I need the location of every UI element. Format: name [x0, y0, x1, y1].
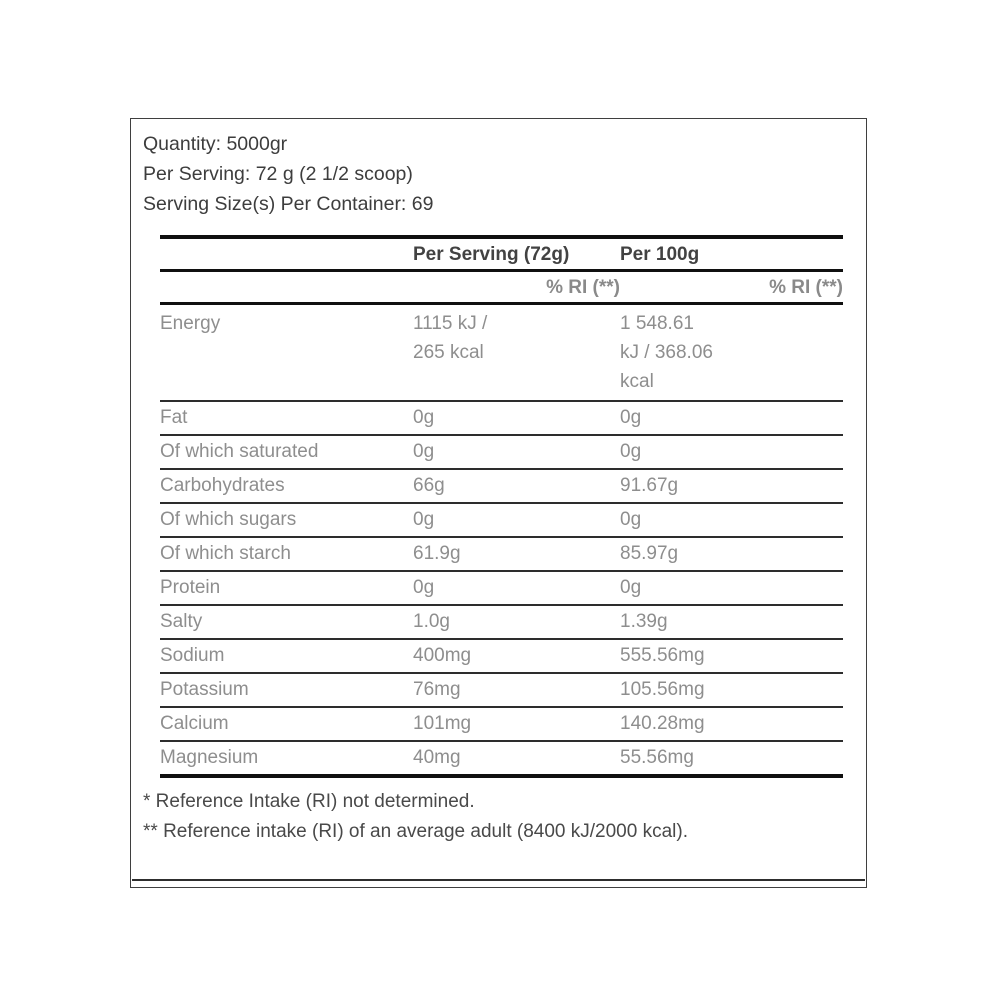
row-label: Magnesium [160, 747, 259, 768]
table-row-magnesium [160, 741, 843, 776]
row-per-100g-value: 55.56mg [620, 747, 694, 768]
footnote-ri-not-determined: * Reference Intake (RI) not determined. [143, 791, 475, 812]
table-row-calcium [160, 707, 843, 741]
row-label: Of which saturated [160, 441, 319, 462]
table-row-energy [160, 304, 843, 402]
row-label: Of which sugars [160, 509, 297, 530]
row-per-serving-value: 76mg [413, 679, 461, 700]
row-label: Energy [160, 313, 221, 334]
row-per-100g-value: 0g [620, 509, 642, 530]
nutrition-info-panel [130, 118, 867, 888]
row-label: Protein [160, 577, 221, 598]
row-per-serving-value: 40mg [413, 747, 461, 768]
bottom-divider [132, 879, 865, 881]
footnote-ri-average-adult: ** Reference intake (RI) of an average adult (8400 kJ/2000 kcal). [143, 821, 688, 842]
ri-empty-cell [620, 271, 714, 304]
row-label: Of which starch [160, 543, 291, 564]
row-per-serving-value: 0g [413, 509, 435, 530]
row-per-100g-value: 1.39g [620, 611, 668, 632]
row-per-100g-value: 0g [620, 407, 642, 428]
header-ri-per-100g: % RI (**) [714, 271, 843, 304]
row-per-100g-value: 0g [620, 577, 642, 598]
row-per-serving-value: 0g [413, 577, 435, 598]
row-per-100g-value: 140.28mg [620, 713, 705, 734]
row-label: Fat [160, 407, 188, 428]
row-label: Calcium [160, 713, 229, 734]
header-per-serving: Per Serving (72g) [413, 237, 620, 271]
row-label: Carbohydrates [160, 475, 285, 496]
row-label: Sodium [160, 645, 225, 666]
table-row-protein [160, 571, 843, 605]
row-per-serving-value: 400mg [413, 645, 472, 666]
row-per-100g-value: 1 548.61 kJ / 368.06 kcal [620, 313, 713, 392]
table-row-saturated [160, 435, 843, 469]
ri-empty-cell [413, 271, 508, 304]
row-per-100g-value: 85.97g [620, 543, 679, 564]
row-per-serving-value: 66g [413, 475, 445, 496]
nutrition-table [160, 235, 843, 778]
row-per-100g-value: 555.56mg [620, 645, 705, 666]
table-row-starch [160, 537, 843, 571]
per-serving-text: Per Serving: 72 g (2 1/2 scoop) [143, 163, 413, 185]
table-row-fat [160, 401, 843, 435]
servings-per-container-text: Serving Size(s) Per Container: 69 [143, 193, 434, 215]
table-row-carbohydrates [160, 469, 843, 503]
row-per-serving-value: 1115 kJ / 265 kcal [413, 313, 488, 363]
row-per-serving-value: 101mg [413, 713, 472, 734]
table-ri-header-row [160, 271, 843, 304]
header-ri-per-serving: % RI (**) [508, 271, 620, 304]
row-per-serving-value: 61.9g [413, 543, 461, 564]
footnotes-block [143, 787, 854, 847]
row-per-100g-value: 91.67g [620, 475, 679, 496]
row-per-serving-value: 0g [413, 407, 435, 428]
table-header-row [160, 237, 843, 271]
header-per-100g: Per 100g [620, 237, 843, 271]
header-empty-cell [160, 237, 413, 271]
table-row-potassium [160, 673, 843, 707]
row-per-serving-value: 1.0g [413, 611, 450, 632]
row-label: Potassium [160, 679, 249, 700]
row-per-100g-value: 0g [620, 441, 642, 462]
table-row-salty [160, 605, 843, 639]
table-row-sodium [160, 639, 843, 673]
quantity-text: Quantity: 5000gr [143, 133, 288, 155]
serving-info-block [143, 129, 854, 219]
row-per-serving-value: 0g [413, 441, 435, 462]
table-row-sugars [160, 503, 843, 537]
row-label: Salty [160, 611, 203, 632]
row-per-100g-value: 105.56mg [620, 679, 705, 700]
ri-empty-cell [160, 271, 413, 304]
